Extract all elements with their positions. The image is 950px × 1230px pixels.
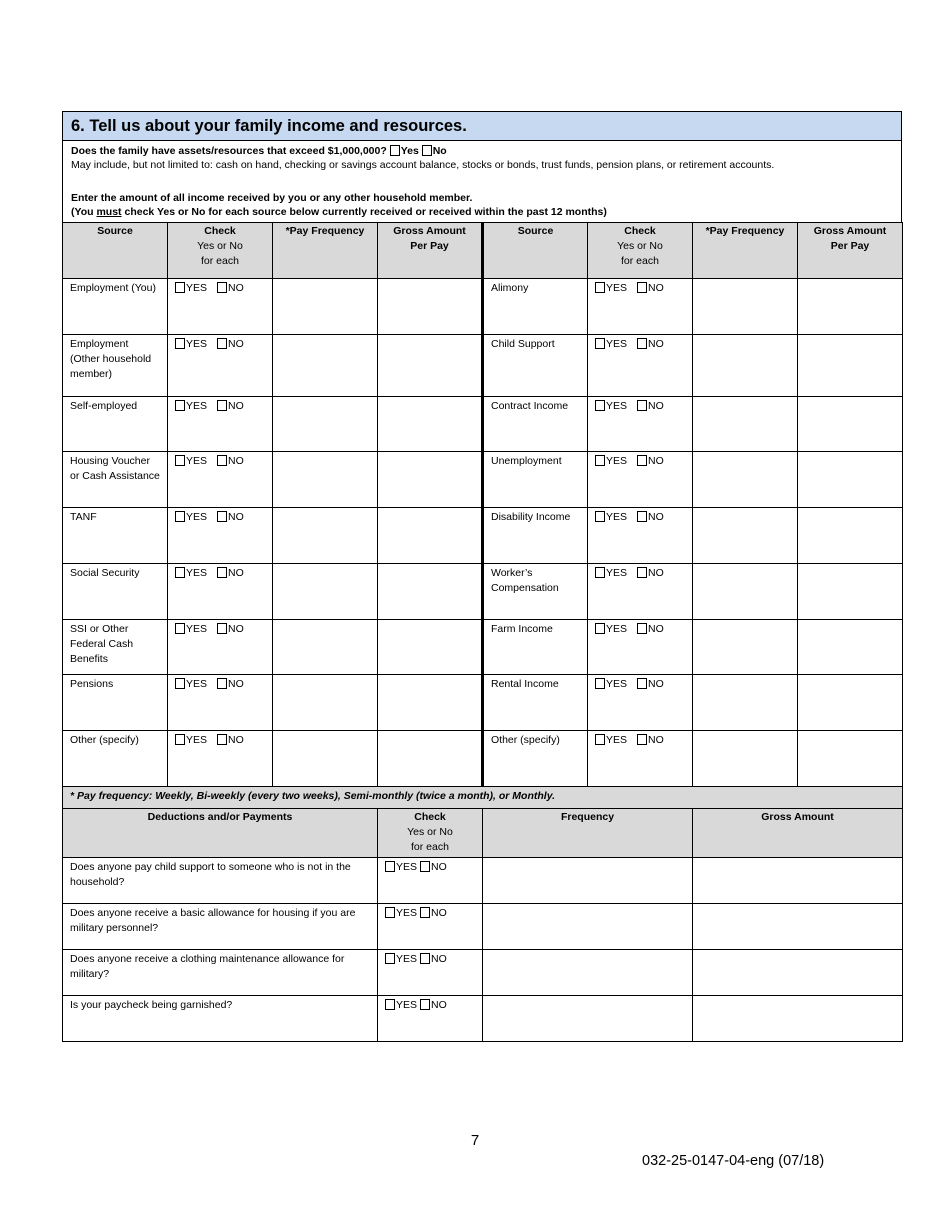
- yes-checkbox[interactable]: [595, 734, 605, 745]
- yes-checkbox[interactable]: [595, 623, 605, 634]
- no-checkbox[interactable]: [217, 400, 227, 411]
- yes-no-check: YES NO: [175, 399, 244, 414]
- no-checkbox[interactable]: [637, 282, 647, 293]
- yes-checkbox[interactable]: [175, 282, 185, 293]
- gross-amount-cell[interactable]: [378, 564, 483, 620]
- no-checkbox[interactable]: [420, 999, 430, 1010]
- no-checkbox[interactable]: [637, 623, 647, 634]
- yes-checkbox[interactable]: [595, 338, 605, 349]
- pay-frequency-cell[interactable]: [273, 731, 378, 787]
- deductions-table: [62, 808, 903, 1042]
- gross-amount-cell[interactable]: [378, 620, 483, 675]
- income-source-right: Alimony: [483, 279, 588, 335]
- pay-frequency-cell[interactable]: [693, 335, 798, 397]
- yes-no-check: YES NO: [175, 510, 244, 525]
- income-source-right: Unemployment: [483, 452, 588, 508]
- no-checkbox[interactable]: [217, 734, 227, 745]
- pay-frequency-cell[interactable]: [273, 279, 378, 335]
- header-frequency: Frequency: [560, 811, 615, 823]
- income-source-left: Self-employed: [63, 397, 168, 452]
- deductions-header-row: Deductions and/or Payments Check Yes or No for each Frequency Gross Amount: [63, 809, 903, 858]
- gross-amount-cell[interactable]: [798, 620, 903, 675]
- income-row: [63, 452, 903, 508]
- income-row: [63, 675, 903, 731]
- yes-checkbox[interactable]: [175, 623, 185, 634]
- yes-checkbox[interactable]: [175, 567, 185, 578]
- pay-frequency-cell[interactable]: [273, 620, 378, 675]
- no-checkbox[interactable]: [420, 861, 430, 872]
- frequency-cell[interactable]: [483, 950, 693, 996]
- deduction-row: Does anyone pay child support to someone who is not in the household? YES NO: [63, 858, 903, 904]
- yes-checkbox[interactable]: [595, 567, 605, 578]
- assets-yes-label: Yes: [400, 145, 419, 157]
- form-code: 032-25-0147-04-eng (07/18): [642, 1153, 825, 1169]
- gross-amount-cell[interactable]: [798, 397, 903, 452]
- pay-frequency-cell[interactable]: [693, 508, 798, 564]
- assets-note: May include, but not limited to: cash on hand, checking or savings account balance, stocks or bonds, trust funds, pension plans, or retirement accounts.: [71, 159, 775, 171]
- gross-amount-cell[interactable]: [378, 452, 483, 508]
- yes-checkbox[interactable]: [595, 282, 605, 293]
- income-section: [62, 111, 902, 1042]
- yes-checkbox[interactable]: [175, 734, 185, 745]
- deduction-question: Does anyone receive a basic allowance for housing if you are military personnel?: [63, 904, 378, 950]
- no-checkbox[interactable]: [217, 678, 227, 689]
- yes-no-check: YES NO: [595, 733, 664, 748]
- pay-frequency-cell[interactable]: [693, 731, 798, 787]
- no-checkbox[interactable]: [637, 511, 647, 522]
- yes-no-check: YES NO: [595, 337, 664, 352]
- gross-amount-cell[interactable]: [693, 950, 903, 996]
- income-source-left: Pensions: [63, 675, 168, 731]
- income-source-right: Rental Income: [483, 675, 588, 731]
- pay-frequency-cell[interactable]: [273, 564, 378, 620]
- income-row: [63, 731, 903, 787]
- gross-amount-cell[interactable]: [693, 858, 903, 904]
- yes-no-check: YES NO: [175, 454, 244, 469]
- header-deductions: Deductions and/or Payments: [147, 811, 293, 823]
- income-source-right: Disability Income: [483, 508, 588, 564]
- frequency-cell[interactable]: [483, 858, 693, 904]
- pay-frequency-cell[interactable]: [273, 335, 378, 397]
- yes-checkbox[interactable]: [175, 400, 185, 411]
- deduction-question: Does anyone receive a clothing maintenance allowance for military?: [63, 950, 378, 996]
- income-header-row: Source Check Yes or No for each *Pay Frequency Gross Amount Per Pay Source Check Yes or No for each *Pay Frequency Gross Amount Per Pay: [63, 223, 903, 279]
- no-checkbox[interactable]: [637, 455, 647, 466]
- no-checkbox[interactable]: [217, 567, 227, 578]
- income-source-right: Farm Income: [483, 620, 588, 675]
- income-source-left: SSI or Other Federal Cash Benefits: [63, 620, 168, 675]
- gross-amount-cell[interactable]: [798, 335, 903, 397]
- page-number: 7: [470, 1132, 480, 1149]
- yes-checkbox[interactable]: [595, 511, 605, 522]
- no-checkbox[interactable]: [637, 567, 647, 578]
- income-row: [63, 620, 903, 675]
- yes-no-check: YES NO: [595, 281, 664, 296]
- income-row: [63, 508, 903, 564]
- pay-frequency-cell[interactable]: [693, 564, 798, 620]
- yes-checkbox[interactable]: [595, 678, 605, 689]
- income-source-left: Social Security: [63, 564, 168, 620]
- assets-no-label: No: [432, 145, 447, 157]
- deduction-row: Is your paycheck being garnished? YES NO: [63, 996, 903, 1042]
- frequency-cell[interactable]: [483, 904, 693, 950]
- pay-frequency-cell[interactable]: [273, 508, 378, 564]
- deduction-row: Does anyone receive a clothing maintenance allowance for military? YES NO: [63, 950, 903, 996]
- pay-frequency-cell[interactable]: [693, 279, 798, 335]
- pay-frequency-cell[interactable]: [273, 675, 378, 731]
- header-source-right: Source: [517, 225, 554, 237]
- yes-no-check: YES NO: [175, 622, 244, 637]
- header-source: Source: [97, 225, 133, 237]
- no-checkbox[interactable]: [217, 511, 227, 522]
- yes-checkbox[interactable]: [175, 511, 185, 522]
- yes-checkbox[interactable]: [175, 338, 185, 349]
- income-row: [63, 279, 903, 335]
- income-source-left: Employment (You): [63, 279, 168, 335]
- no-checkbox[interactable]: [637, 338, 647, 349]
- yes-checkbox[interactable]: [385, 907, 395, 918]
- gross-amount-cell[interactable]: [798, 731, 903, 787]
- yes-no-check: YES NO: [595, 622, 664, 637]
- assets-question: Does the family have assets/resources that exceed $1,000,000?: [71, 145, 387, 157]
- yes-checkbox[interactable]: [385, 999, 395, 1010]
- income-source-left: TANF: [63, 508, 168, 564]
- assets-yes-checkbox[interactable]: [390, 145, 400, 156]
- income-row: [63, 335, 903, 397]
- no-checkbox[interactable]: [217, 338, 227, 349]
- deduction-question: Does anyone pay child support to someone who is not in the household?: [63, 858, 378, 904]
- yes-checkbox[interactable]: [385, 953, 395, 964]
- instruction-2: (You must check Yes or No for each source below currently received or received within the past 12 months): [71, 206, 607, 218]
- gross-amount-cell[interactable]: [693, 904, 903, 950]
- section-intro: [62, 141, 902, 222]
- no-checkbox[interactable]: [420, 907, 430, 918]
- pay-frequency-footnote: * Pay frequency: Weekly, Bi-weekly (every two weeks), Semi-monthly (twice a month), or Monthly.: [63, 787, 903, 809]
- yes-no-check: YES NO: [595, 566, 664, 581]
- pay-frequency-cell[interactable]: [273, 452, 378, 508]
- gross-amount-cell[interactable]: [378, 397, 483, 452]
- header-gross-amount: Gross Amount: [761, 811, 834, 823]
- no-checkbox[interactable]: [637, 400, 647, 411]
- gross-amount-cell[interactable]: [378, 279, 483, 335]
- yes-no-check: YES NO: [595, 399, 664, 414]
- yes-no-check: YES NO: [595, 510, 664, 525]
- yes-no-check: YES NO: [175, 281, 244, 296]
- gross-amount-cell[interactable]: [378, 508, 483, 564]
- gross-amount-cell[interactable]: [378, 675, 483, 731]
- yes-no-check: YES NO: [175, 337, 244, 352]
- income-source-left: Other (specify): [63, 731, 168, 787]
- yes-checkbox[interactable]: [175, 455, 185, 466]
- pay-frequency-cell[interactable]: [693, 675, 798, 731]
- assets-no-checkbox[interactable]: [422, 145, 432, 156]
- yes-checkbox[interactable]: [175, 678, 185, 689]
- yes-no-check: YES NO: [595, 677, 664, 692]
- gross-amount-cell[interactable]: [693, 996, 903, 1042]
- yes-checkbox[interactable]: [595, 455, 605, 466]
- pay-frequency-note-row: [63, 787, 903, 809]
- pay-frequency-cell[interactable]: [693, 452, 798, 508]
- header-pay-frequency: *Pay Frequency: [285, 225, 365, 237]
- instruction-1: Enter the amount of all income received by you or any other household member.: [71, 192, 473, 204]
- income-row: [63, 397, 903, 452]
- pay-frequency-cell[interactable]: [273, 397, 378, 452]
- pay-frequency-cell[interactable]: [693, 397, 798, 452]
- section-title: 6. Tell us about your family income and resources.: [62, 111, 902, 141]
- income-source-left: Housing Voucher or Cash Assistance: [63, 452, 168, 508]
- deduction-row: Does anyone receive a basic allowance for housing if you are military personnel? YES NO: [63, 904, 903, 950]
- no-checkbox[interactable]: [217, 455, 227, 466]
- income-table: [62, 222, 903, 809]
- pay-frequency-cell[interactable]: [693, 620, 798, 675]
- no-checkbox[interactable]: [217, 282, 227, 293]
- frequency-cell[interactable]: [483, 996, 693, 1042]
- no-checkbox[interactable]: [637, 678, 647, 689]
- gross-amount-cell[interactable]: [798, 279, 903, 335]
- no-checkbox[interactable]: [420, 953, 430, 964]
- income-row: [63, 564, 903, 620]
- yes-no-check: YES NO: [175, 677, 244, 692]
- income-source-left: Employment (Other household member): [63, 335, 168, 397]
- yes-checkbox[interactable]: [385, 861, 395, 872]
- income-source-right: Child Support: [483, 335, 588, 397]
- income-source-right: Worker’s Compensation: [483, 564, 588, 620]
- no-checkbox[interactable]: [217, 623, 227, 634]
- gross-amount-cell[interactable]: [798, 675, 903, 731]
- yes-no-check: YES NO: [175, 733, 244, 748]
- yes-checkbox[interactable]: [595, 400, 605, 411]
- gross-amount-cell[interactable]: [798, 452, 903, 508]
- income-source-right: Contract Income: [483, 397, 588, 452]
- income-source-right: Other (specify): [483, 731, 588, 787]
- deduction-question: Is your paycheck being garnished?: [63, 996, 378, 1042]
- gross-amount-cell[interactable]: [378, 335, 483, 397]
- gross-amount-cell[interactable]: [378, 731, 483, 787]
- yes-no-check: YES NO: [595, 454, 664, 469]
- yes-no-check: YES NO: [175, 566, 244, 581]
- gross-amount-cell[interactable]: [798, 508, 903, 564]
- gross-amount-cell[interactable]: [798, 564, 903, 620]
- no-checkbox[interactable]: [637, 734, 647, 745]
